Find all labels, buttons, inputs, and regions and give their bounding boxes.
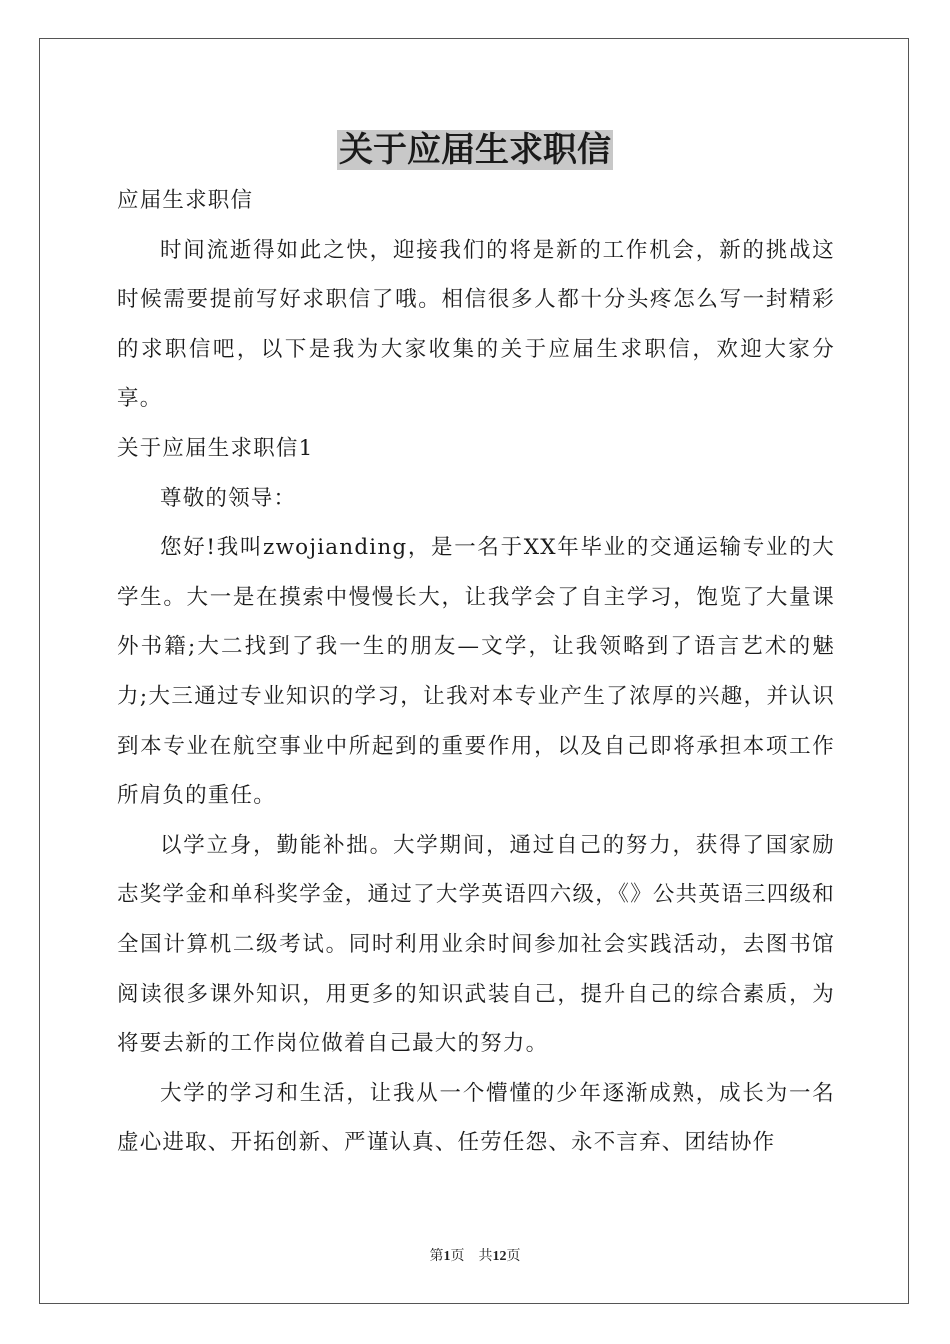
paragraph: 时间流逝得如此之快，迎接我们的将是新的工作机会，新的挑战这时候需要提前写好求职信了哦。相信很多人都十分头疼怎么写一封精彩的求职信吧，以下是我为大家收集的关于应届生求职信，欢迎大家分享。	[117, 237, 835, 412]
document-title	[0, 128, 950, 172]
page-number: 1	[443, 1249, 451, 1264]
page-suffix: 页	[450, 1249, 465, 1264]
paragraph: 尊敬的领导：	[160, 485, 297, 511]
document-body	[117, 176, 835, 1168]
paragraph: 您好!我叫zwojianding，是一名于XX年毕业的交通运输专业的大学生。大一是在摸索中慢慢长大，让我学会了自主学习，饱览了大量课外书籍;大二找到了我一生的朋友—文学，让我领略到了语言艺术的魅力;大三通过专业知识的学习，让我对本专业产生了浓厚的兴趣，并认识到本专业在航空事业中所起到的重要作用，以及自己即将承担本项工作所肩负的重任。	[117, 535, 835, 809]
page-footer	[0, 1245, 950, 1265]
paragraph: 关于应届生求职信1	[117, 435, 314, 461]
paragraph: 大学的学习和生活，让我从一个懵懂的少年逐渐成熟，成长为一名虚心进取、开拓创新、严谨认真、任劳任怨、永不言弃、团结协作	[117, 1080, 835, 1156]
total-prefix: 共	[478, 1249, 493, 1264]
total-pages: 12	[492, 1249, 507, 1264]
total-suffix: 页	[506, 1249, 521, 1264]
page-prefix: 第	[429, 1249, 444, 1264]
paragraph: 应届生求职信	[117, 188, 254, 213]
paragraph: 以学立身，勤能补拙。大学期间，通过自己的努力，获得了国家励志奖学金和单科奖学金，通过了大学英语四六级，《》公共英语三四级和全国计算机二级考试。同时利用业余时间参加社会实践活动，去图书馆阅读很多课外知识，用更多的知识武装自己，提升自己的综合素质，为将要去新的工作岗位做着自己最大的努力。	[117, 832, 835, 1057]
document-title-text: 关于应届生求职信	[339, 130, 611, 170]
